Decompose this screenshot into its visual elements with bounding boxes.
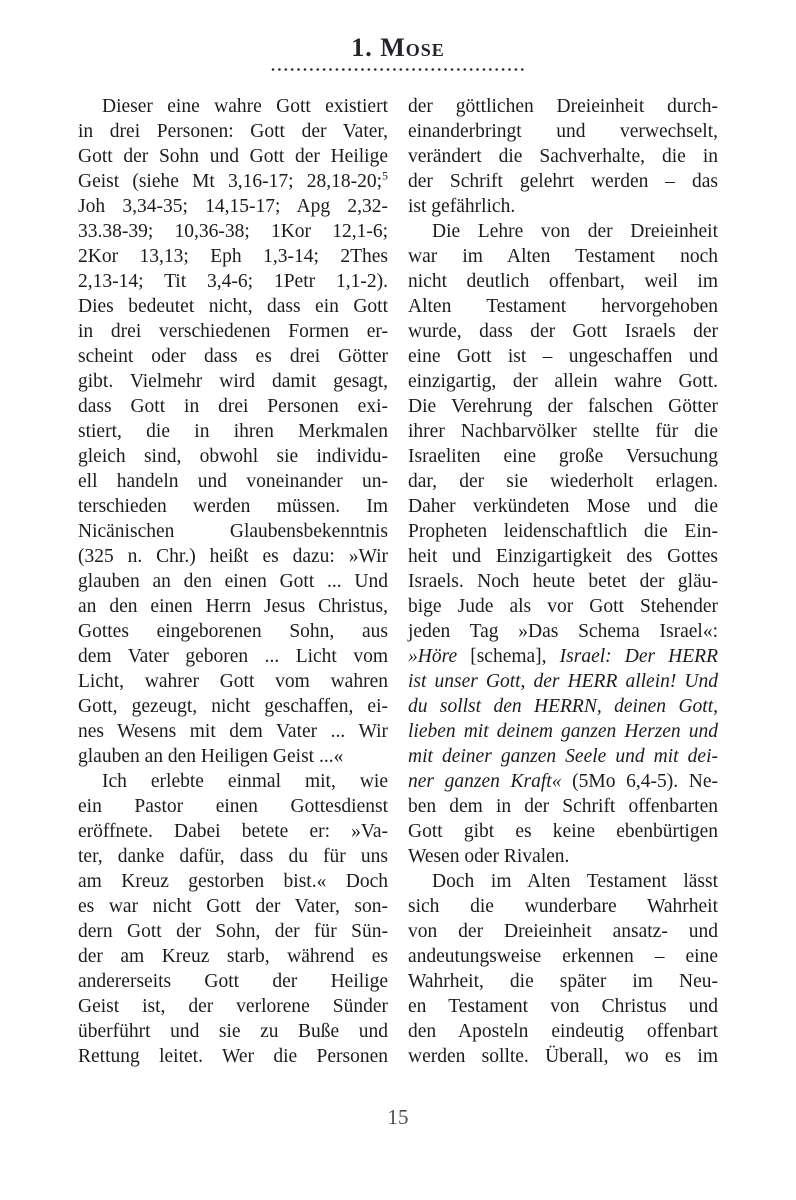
text-run: andeutungsweise erkennen – eine <box>408 946 718 967</box>
text-run: am Kreuz gestorben bist.« Doch <box>78 871 388 892</box>
text-run: sich die wunderbare Wahrheit <box>408 896 718 917</box>
text-line <box>78 844 388 869</box>
text-run: dar, der sie wiederholt erlagen. <box>408 471 718 492</box>
text-run: es war nicht Gott der Vater, son- <box>78 896 388 917</box>
text-line <box>408 994 718 1019</box>
text-line <box>78 444 388 469</box>
footnote-ref: 5 <box>382 168 388 183</box>
text-run: Rettung leitet. Wer die Personen <box>78 1046 388 1067</box>
text-line <box>408 844 718 869</box>
text-run: war im Alten Testament noch <box>408 246 718 267</box>
text-line <box>78 369 388 394</box>
text-line <box>408 394 718 419</box>
text-line <box>78 644 388 669</box>
text-line <box>408 644 718 669</box>
text-run: ell handeln und voneinander un- <box>78 471 388 492</box>
text-run: Dies bedeutet nicht, dass ein Gott <box>78 296 388 317</box>
text-line <box>408 869 718 894</box>
chapter-header <box>78 33 718 71</box>
text-run: dern Gott der Sohn, der für Sün- <box>78 921 388 942</box>
text-run: werden sollte. Überall, wo es im <box>408 1046 718 1067</box>
text-run: du sollst den HERRN, deinen Gott, <box>408 696 718 717</box>
text-line <box>78 619 388 644</box>
text-line <box>78 994 388 1019</box>
text-line <box>78 269 388 294</box>
text-line <box>408 719 718 744</box>
text-line <box>78 794 388 819</box>
text-line <box>408 244 718 269</box>
column-right <box>408 94 718 1069</box>
text-run: Gott gibt es keine ebenbürtigen <box>408 821 718 842</box>
text-line <box>78 344 388 369</box>
text-run: ein Pastor einen Gottesdienst <box>78 796 388 817</box>
text-run: Propheten leidenschaftlich die Ein- <box>408 521 718 542</box>
text-run: Wesen oder Rivalen. <box>408 846 570 867</box>
text-run: stiert, die in ihren Merkmalen <box>78 421 388 442</box>
text-line <box>78 94 388 119</box>
text-run: eröffnete. Dabei betete er: »Va- <box>78 821 388 842</box>
text-run: Gott, gezeugt, nicht geschaffen, ei- <box>78 696 388 717</box>
text-line <box>408 919 718 944</box>
text-line <box>408 494 718 519</box>
text-run: der am Kreuz starb, während es <box>78 946 388 967</box>
text-run: dass Gott in drei Personen exi- <box>78 396 388 417</box>
dotted-rule <box>270 68 526 71</box>
text-line <box>408 119 718 144</box>
text-run: (325 n. Chr.) heißt es dazu: »Wir <box>78 546 388 567</box>
text-line <box>78 219 388 244</box>
text-line <box>78 594 388 619</box>
text-line <box>78 519 388 544</box>
text-run: überführt und sie zu Buße und <box>78 1021 388 1042</box>
text-line <box>408 744 718 769</box>
text-line <box>408 469 718 494</box>
text-line <box>408 894 718 919</box>
text-run: gleich sind, obwohl sie individu- <box>78 446 388 467</box>
text-run: gibt. Vielmehr wird damit gesagt, <box>78 371 388 392</box>
text-line <box>78 394 388 419</box>
text-line <box>408 594 718 619</box>
text-run: jeden Tag »Das Schema Israel«: <box>408 621 718 642</box>
text-line <box>408 569 718 594</box>
text-line <box>78 919 388 944</box>
text-line <box>408 794 718 819</box>
text-line <box>78 769 388 794</box>
text-line <box>408 769 718 794</box>
text-line <box>408 694 718 719</box>
text-line <box>408 269 718 294</box>
text-run: Israeliten eine große Versuchung <box>408 446 718 467</box>
text-run: einanderbringt und verwechselt, <box>408 121 718 142</box>
text-line <box>408 519 718 544</box>
text-run: Wahrheit, die später im Neu- <box>408 971 718 992</box>
text-line <box>408 94 718 119</box>
text-line <box>408 969 718 994</box>
text-run: lieben mit deinem ganzen Herzen und <box>408 721 718 742</box>
column-left <box>78 94 388 1069</box>
text-run: von der Dreieinheit ansatz- und <box>408 921 718 942</box>
text-run: glauben an den Heiligen Geist ...« <box>78 746 344 767</box>
text-run: dem Vater geboren ... Licht vom <box>78 646 388 667</box>
text-line <box>78 1044 388 1069</box>
text-run: ihrer Nachbarvölker stellte für die <box>408 421 718 442</box>
text-run: en Testament von Christus und <box>408 996 718 1017</box>
text-run: in drei Personen: Gott der Vater, <box>78 121 388 142</box>
text-run: nicht deutlich offenbart, weil im <box>408 271 718 292</box>
text-run: den Aposteln eindeutig offenbart <box>408 1021 718 1042</box>
text-run: 33.38-39; 10,36-38; 1Kor 12,1-6; <box>78 221 388 242</box>
text-line <box>408 219 718 244</box>
text-run: Joh 3,34-35; 14,15-17; Apg 2,32- <box>78 196 388 217</box>
text-line <box>78 819 388 844</box>
text-line <box>78 569 388 594</box>
text-run: Geist ist, der verlorene Sünder <box>78 996 388 1017</box>
text-run: Gottes eingeborenen Sohn, aus <box>78 621 388 642</box>
text-run: Dieser eine wahre Gott existiert <box>102 96 388 117</box>
text-run: Ich erlebte einmal mit, wie <box>102 771 388 792</box>
text-line <box>408 819 718 844</box>
text-run: verändert die Sachverhalte, die in <box>408 146 718 167</box>
text-line <box>408 669 718 694</box>
text-run: terschieden werden müssen. Im <box>78 496 388 517</box>
text-run: Die Lehre von der Dreieinheit <box>432 221 718 242</box>
text-run: Alten Testament hervorgehoben <box>408 296 718 317</box>
text-columns <box>78 94 718 1069</box>
text-line <box>408 369 718 394</box>
text-line <box>408 544 718 569</box>
text-line <box>408 194 718 219</box>
text-line <box>78 944 388 969</box>
text-line <box>78 669 388 694</box>
text-line <box>78 494 388 519</box>
text-line <box>78 969 388 994</box>
text-run: nes Wesens mit dem Vater ... Wir <box>78 721 388 742</box>
text-line <box>78 544 388 569</box>
text-run: eine Gott ist – ungeschaffen und <box>408 346 718 367</box>
text-line <box>408 294 718 319</box>
text-line <box>78 244 388 269</box>
text-run: ist unser Gott, der HERR allein! Und <box>408 671 718 692</box>
text-line <box>78 719 388 744</box>
text-line <box>408 144 718 169</box>
text-run: Daher verkündeten Mose und die <box>408 496 718 517</box>
text-run: ner ganzen Kraft« <box>408 771 562 792</box>
text-line <box>408 169 718 194</box>
text-run: (5Mo 6,4-5). Ne- <box>561 771 718 792</box>
text-line <box>78 169 388 194</box>
text-run: ist gefährlich. <box>408 196 516 217</box>
text-line <box>78 294 388 319</box>
text-line <box>408 944 718 969</box>
text-run: heit und Einzigartigkeit des Gottes <box>408 546 718 567</box>
text-run: wurde, dass der Gott Israels der <box>408 321 718 342</box>
text-run: an den einen Herrn Jesus Christus, <box>78 596 388 617</box>
text-run: Gott der Sohn und Gott der Heilige <box>78 146 388 167</box>
text-line <box>408 619 718 644</box>
text-run: mit deiner ganzen Seele und mit dei- <box>408 746 718 767</box>
text-run: Nicänischen Glaubensbekenntnis <box>78 521 388 542</box>
text-run: Die Verehrung der falschen Götter <box>408 396 718 417</box>
text-line <box>408 344 718 369</box>
text-line <box>78 694 388 719</box>
text-run: ter, danke dafür, dass du für uns <box>78 846 388 867</box>
text-line <box>78 744 388 769</box>
text-run: der göttlichen Dreieinheit durch- <box>408 96 718 117</box>
page-number: 15 <box>387 1105 409 1129</box>
text-run: scheint oder dass es drei Götter <box>78 346 388 367</box>
text-line <box>408 444 718 469</box>
text-line <box>78 319 388 344</box>
text-run: ben dem in der Schrift offenbarten <box>408 796 718 817</box>
text-line <box>78 144 388 169</box>
text-run: in drei verschiedenen Formen er- <box>78 321 388 342</box>
text-run: glauben an den einen Gott ... Und <box>78 571 388 592</box>
text-run: 2Kor 13,13; Eph 1,3-14; 2Thes <box>78 246 388 267</box>
text-run: »Höre <box>408 646 471 667</box>
text-run: Israel: Der HERR <box>559 646 718 667</box>
text-run: Israels. Noch heute betet der gläu- <box>408 571 718 592</box>
text-run: bige Jude als vor Gott Stehender <box>408 596 718 617</box>
text-line <box>408 1044 718 1069</box>
text-run: 2,13-14; Tit 3,4-6; 1Petr 1,1-2). <box>78 271 388 292</box>
text-run: einzigartig, der allein wahre Gott. <box>408 371 718 392</box>
text-run: Doch im Alten Testament lässt <box>432 871 718 892</box>
text-line <box>78 119 388 144</box>
text-line <box>78 894 388 919</box>
text-line <box>78 1019 388 1044</box>
text-run: Geist (siehe Mt 3,16-17; 28,18-20; <box>78 171 382 192</box>
text-line <box>408 1019 718 1044</box>
text-run: der Schrift gelehrt werden – das <box>408 171 718 192</box>
text-run: Licht, wahrer Gott vom wahren <box>78 671 388 692</box>
text-run: [schema], <box>470 646 560 667</box>
text-line <box>408 419 718 444</box>
text-line <box>78 469 388 494</box>
text-line <box>408 319 718 344</box>
text-line <box>78 194 388 219</box>
text-line <box>78 419 388 444</box>
text-line <box>78 869 388 894</box>
page-title: 1. Mose <box>351 33 445 62</box>
text-run: andererseits Gott der Heilige <box>78 971 388 992</box>
